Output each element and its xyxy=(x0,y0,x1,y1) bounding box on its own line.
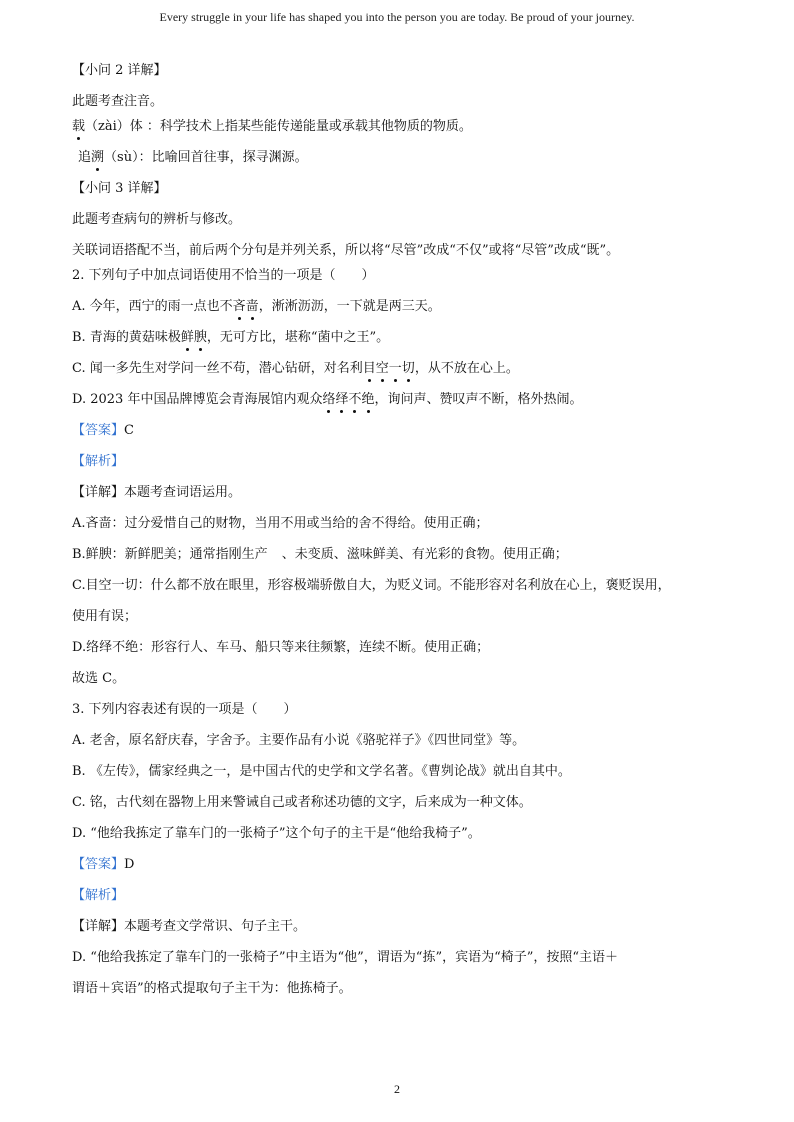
answer-label: 【答案】 xyxy=(72,423,125,438)
answer-value: C xyxy=(124,423,134,438)
text-line: D. “他给我拣定了靠车门的一张椅子”中主语为“他”，谓语为“拣”，宾语为“椅子”，按照“主语＋ xyxy=(72,950,619,965)
subquestion-2-heading: 【小问 2 详解】 xyxy=(72,63,167,78)
question-3-option-c: C. 铭，古代刻在器物上用来警诫自己或者称述功德的文字，后来成为一种文体。 xyxy=(72,795,532,810)
question-3-option-b: B. 《左传》，儒家经典之一，是中国古代的史学和文学名著。《曹刿论战》就出自其中。 xyxy=(72,764,571,779)
dotted-char: 绎 xyxy=(335,392,349,407)
subquestion-3-heading: 【小问 3 详解】 xyxy=(72,181,167,196)
dotted-char: 吝 xyxy=(232,299,246,314)
question-3-option-a: A. 老舍，原名舒庆春，字舍予。主要作品有小说《骆驼祥子》《四世同堂》等。 xyxy=(72,733,526,748)
question-3-option-d: D. “他给我拣定了靠车门的一张椅子”这个句子的主干是“他给我椅子”。 xyxy=(72,826,481,841)
page-number: 2 xyxy=(394,1082,400,1096)
question-3-stem: 3. 下列内容表述有误的一项是（ ） xyxy=(72,702,297,717)
dotted-char: 目 xyxy=(362,361,376,376)
dotted-char: 腴 xyxy=(193,330,207,345)
question-2-option-b xyxy=(72,329,732,347)
document-body xyxy=(72,62,732,1011)
text-line xyxy=(72,118,732,136)
page-header-motto: Every struggle in your life has shaped you into the person you are today. Be proud of your journey. xyxy=(159,10,635,24)
question-2-option-d xyxy=(72,391,732,409)
text-span: ，询问声、赞叹声不断，格外热闹。 xyxy=(374,392,583,407)
answer-value: D xyxy=(124,857,135,872)
dotted-char: 啬 xyxy=(245,299,259,314)
dotted-char: 空 xyxy=(375,361,389,376)
text-span: ，淅淅沥沥，一下就是两三天。 xyxy=(258,299,441,314)
question-2-option-c xyxy=(72,360,732,378)
text-span: （sù）：比喻回首往事，探寻渊源。 xyxy=(104,150,308,165)
text-line: 关联词语搭配不当，前后两个分句是并列关系，所以将“尽管”改成“不仅”或将“尽管”改成“既”。 xyxy=(72,243,620,258)
text-line: 使用有误； xyxy=(72,609,138,624)
text-span: 、未变质、滋味鲜美、有光彩的食物。使用正确； xyxy=(281,547,568,562)
detail-heading: 【详解】本题考查文学常识、句子主干。 xyxy=(72,919,307,934)
dotted-char: 溯 xyxy=(91,150,105,165)
text-line: 谓语＋宾语”的格式提取句子主干为：他拣椅子。 xyxy=(72,981,352,996)
text-line xyxy=(72,546,732,564)
text-line: 此题考查注音。 xyxy=(72,94,164,109)
text-line: 故选 C。 xyxy=(72,671,126,686)
text-span: C. 闻一多先生对学问一丝不苟，潜心钻研，对名利 xyxy=(72,361,363,376)
detail-heading: 【详解】本题考查词语运用。 xyxy=(72,485,242,500)
dotted-char: 不 xyxy=(348,392,362,407)
dotted-char: 切 xyxy=(401,361,415,376)
dotted-char: 载 xyxy=(72,119,86,134)
answer-3 xyxy=(72,856,732,874)
analysis-label: 【解析】 xyxy=(72,888,125,903)
text-span: D. 2023 年中国品牌博览会青海展馆内观众 xyxy=(72,392,323,407)
answer-label: 【答案】 xyxy=(72,857,125,872)
text-line xyxy=(72,149,732,167)
text-line: C.目空一切：什么都不放在眼里，形容极端骄傲自大，为贬义词。不能形容对名利放在心上，褒贬误用， xyxy=(72,578,671,593)
text-line: 此题考查病句的辨析与修改。 xyxy=(72,212,242,227)
dotted-char: 鲜 xyxy=(180,330,194,345)
text-span: A. 今年，西宁的雨一点也不 xyxy=(72,299,233,314)
analysis-label: 【解析】 xyxy=(72,454,125,469)
text-span: B. 青海的黄菇味极 xyxy=(72,330,181,345)
text-span: B.鲜腴：新鲜肥美；通常指刚生产 xyxy=(72,547,268,562)
question-2-option-a xyxy=(72,298,732,316)
text-span: 追 xyxy=(78,150,92,165)
question-2-stem: 2. 下列句子中加点词语使用不恰当的一项是（ ） xyxy=(72,268,375,283)
dotted-char: 络 xyxy=(322,392,336,407)
answer-2 xyxy=(72,422,732,440)
text-line: A.吝啬：过分爱惜自己的财物，当用不用或当给的舍不得给。使用正确； xyxy=(72,516,489,531)
text-span: ，从不放在心上。 xyxy=(414,361,519,376)
text-line: D.络绎不绝：形容行人、车马、船只等来往频繁，连续不断。使用正确； xyxy=(72,640,490,655)
text-span: ，无可方比，堪称“菌中之王”。 xyxy=(206,330,390,345)
dotted-char: 绝 xyxy=(361,392,375,407)
dotted-char: 一 xyxy=(388,361,402,376)
text-span: （zài）体 ：科学技术上指某些能传递能量或承载其他物质的物质。 xyxy=(85,119,472,134)
